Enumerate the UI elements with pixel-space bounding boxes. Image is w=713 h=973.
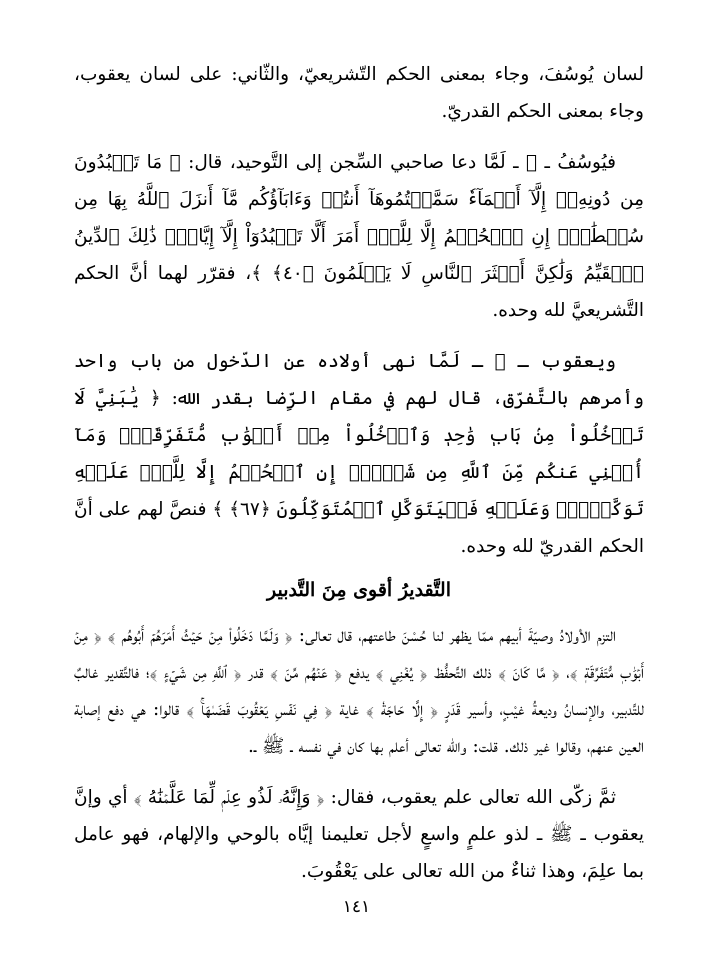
paragraph-1: لسان يُوسُفَ، وجاء بمعنى الحكم التّشريعيّ، والثّاني: على لسان يعقوب، وجاء بمعنى الحكم القدريّ. — [74, 64, 644, 122]
paragraph-5: ثمَّ زكّى الله تعالى علم يعقوب، فقال: ﴿ وَإِنَّهُۥ لَذُو عِلۡمٖ لِّمَا عَلَّمۡنَٰهُ ﴾ أي وإنَّ يعقوب ـ ﷺ ـ لذو علمٍ واسعٍ لأجل تعليمنا إيَّاه بالوحي والإلهام، فهو عامل بما علِمَ، وهذا ثناءٌ من الله تعالى على يَعْقُوبَ. — [74, 787, 644, 882]
paragraph-2: فيُوسُفُ ـ ﷺ ـ لَمَّا دعا صاحبي السِّجن إلى التَّوحيد، قال: ﴿ مَا تَعۡبُدُونَ مِن دُونِهِۦٓ إِلَّآ أَسۡمَآءٗ سَمَّيۡتُمُوهَآ أَنتُمۡ وَءَابَآؤُكُم مَّآ أَنزَلَ ٱللَّهُ بِهَا مِن سُلۡطَٰنٍۚ إِنِ ٱلۡحُكۡمُ إِلَّا لِلَّهِۚ أَمَرَ أَلَّا تَعۡبُدُوٓاْ إِلَّآ إِيَّاهُۚ ذَٰلِكَ ٱلدِّينُ ٱلۡقَيِّمُ وَلَٰكِنَّ أَكۡثَرَ ٱلنَّاسِ لَا يَعۡلَمُونَ ﴿٤٠﴾ ﴾، فقرّر لهما أنَّ الحكم التَّشريعيَّ لله وحده. — [74, 152, 644, 321]
paragraph-3: ويعقوب ـ ﷺ ـ لَمَّا نهى أولاده عن الدّخول من باب واحد وأمرهم بالتَّفرّق، قال لهم في مقام الرِّضا بقدر الله: ﴿ يَٰبَنِيَّ لَا تَدۡخُلُواْ مِنۢ بَابٖ وَٰحِدٖ وَٱدۡخُلُواْ مِنۡ أَبۡوَٰبٖ مُّتَفَرِّقَةٖۖ وَمَآ أُغۡنِي عَنكُم مِّنَ ٱللَّهِ مِن شَيۡءٍۖ إِنِ ٱلۡحُكۡمُ إِلَّا لِلَّهِۖ عَلَيۡهِ تَوَكَّلۡتُۖ وَعَلَيۡهِ فَلۡيَتَوَكَّلِ ٱلۡمُتَوَكِّلُونَ ﴿٦٧﴾ ﴾ فنصَّ لهم على أنَّ الحكم القدريّ لله وحده. — [74, 351, 644, 557]
page-number: ١٤١ — [342, 897, 371, 917]
paragraph-4: التزم الأولادُ وصيّةَ أبيهم ممّا يظهر لنا حُسْنَ طاعتهم، قال تعالى: ﴿ وَلَمَّا دَخَلُواْ مِنۡ حَيۡثُ أَمَرَهُمۡ أَبُوهُم ﴾ ﴿ مِنۡ أَبۡوَٰبٖ مُّتَفَرِّقَةٖ ﴾، ﴿ مَّا كَانَ ﴾ ذلك التَّحفُّظ ﴿ يُغۡنِي ﴾ يدفع ﴿ عَنۡهُم مِّنَ ﴾ قدر ﴿ ٱللَّهِ مِن شَيۡءٍ ﴾؛ فالتَّقدير غالبٌ للتَّدبير، والإنسانُ وديعةُ غيْبٍ، وأسير قَدَرٍ ﴿ إِلَّا حَاجَةٗ ﴾ غاية ﴿ فِي نَفۡسِ يَعۡقُوبَ قَضَىٰهَاۚ ﴾ قالوا: هي دفع إصابة العين عنهم، وقالوا غير ذلك. قلت: والله تعالى أعلم بها كان في نفسه ـ ﷺ ـ. — [74, 625, 644, 757]
section-title: التَّقديرُ أقوى مِنَ التَّدبير — [267, 579, 451, 601]
page-content — [74, 56, 644, 890]
